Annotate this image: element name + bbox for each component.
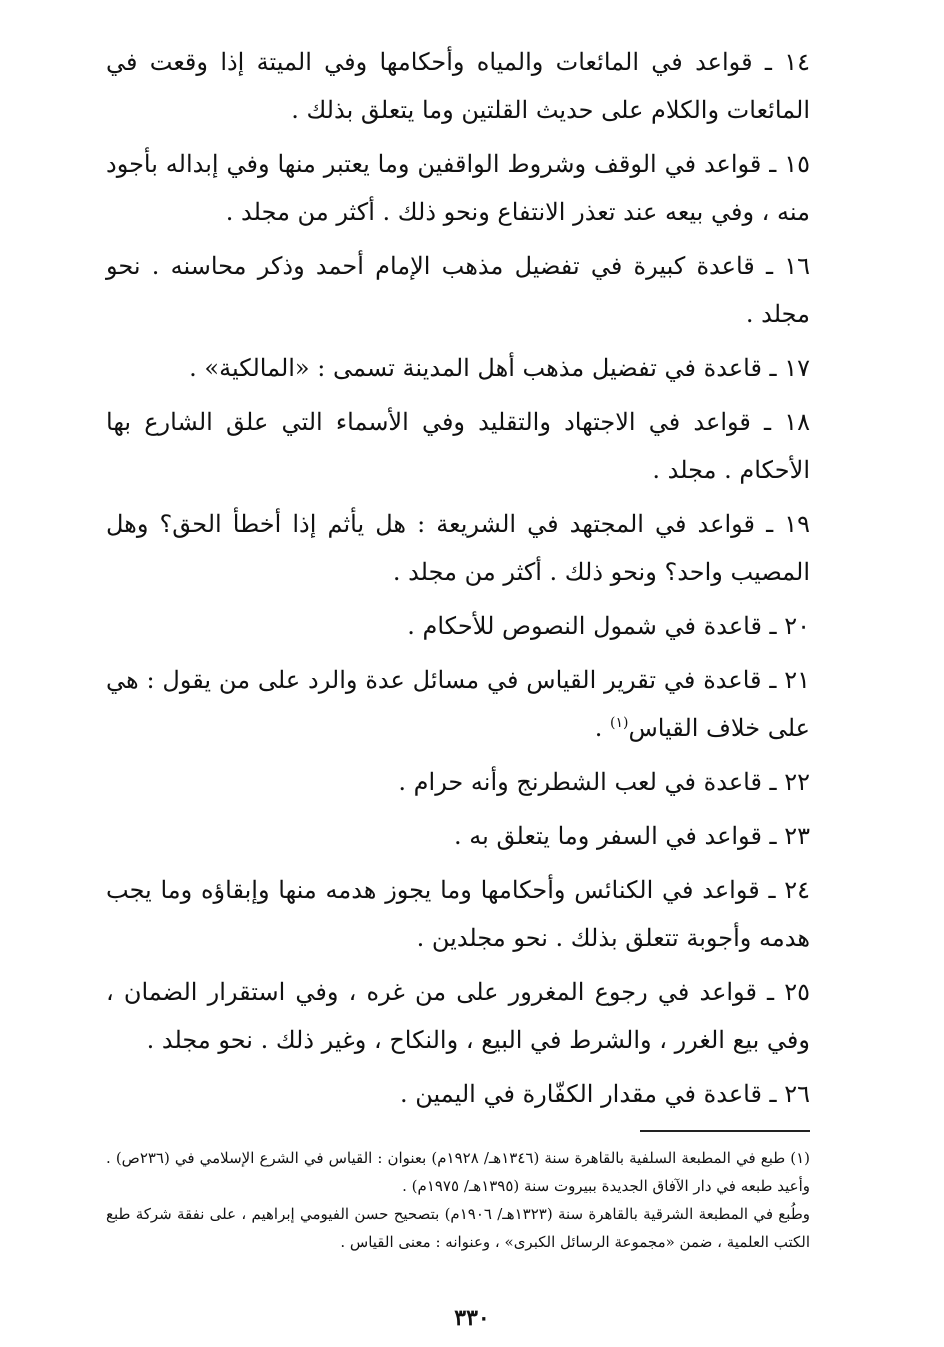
entry-text: ١٦ ـ قاعدة كبيرة في تفضيل مذهب الإمام أحمد وذكر محاسنه . نحو مجلد . (106, 252, 810, 328)
list-item-20 (106, 602, 810, 650)
list-item-14 (106, 38, 810, 134)
entry-text: ٢٠ ـ قاعدة في شمول النصوص للأحكام . (407, 612, 810, 640)
footnote-reference[interactable]: (١) (609, 715, 629, 731)
list-item-22 (106, 758, 810, 806)
list-item-18 (106, 398, 810, 494)
list-item-24 (106, 866, 810, 962)
entry-text (106, 656, 810, 752)
entry-text: ١٥ ـ قواعد في الوقف وشروط الواقفين وما يعتبر منها وفي إبداله بأجود منه ، وفي بيعه عند تعذر الانتفاع ونحو ذلك . أكثر من مجلد . (106, 150, 810, 226)
entry-21-end: . (594, 714, 610, 742)
footnotes (106, 1144, 810, 1256)
entry-21-text: ٢١ ـ قاعدة في تقرير القياس في مسائل عدة والرد على من يقول : هي على خلاف القياس (106, 666, 810, 742)
list-item-21 (106, 656, 810, 752)
list-item-26 (106, 1070, 810, 1118)
list-item-16 (106, 242, 810, 338)
list-item-25 (106, 968, 810, 1064)
page-number: ٣٣٠ (454, 1305, 490, 1331)
entry-text: ١٩ ـ قواعد في المجتهد في الشريعة : هل يأثم إذا أخطأ الحق؟ وهل المصيب واحد؟ ونحو ذلك . أكثر من مجلد . (106, 510, 810, 586)
entry-text: ١٤ ـ قواعد في المائعات والمياه وأحكامها وفي الميتة إذا وقعت في المائعات والكلام على حديث القلتين وما يتعلق بذلك . (106, 48, 810, 124)
entry-text: ١٧ ـ قاعدة في تفضيل مذهب أهل المدينة تسمى : «المالكية» . (189, 354, 810, 382)
entry-text: ٢٣ ـ قواعد في السفر وما يتعلق به . (454, 822, 810, 850)
list-item-17 (106, 344, 810, 392)
entry-text: ٢٦ ـ قاعدة في مقدار الكفّارة في اليمين . (399, 1080, 810, 1108)
list-item-15 (106, 140, 810, 236)
footnote-divider (640, 1130, 810, 1132)
entry-text: ٢٢ ـ قاعدة في لعب الشطرنج وأنه حرام . (398, 768, 810, 796)
entry-text: ٢٥ ـ قواعد في رجوع المغرور على من غره ، وفي استقرار الضمان ، وفي بيع الغرر ، والشرط في البيع ، والنكاح ، وغير ذلك . نحو مجلد . (106, 978, 810, 1054)
list-item-19 (106, 500, 810, 596)
list-item-23 (106, 812, 810, 860)
entry-text: ١٨ ـ قواعد في الاجتهاد والتقليد وفي الأسماء التي علق الشارع بها الأحكام . مجلد . (106, 408, 810, 484)
footnote-1: (١) طبع في المطبعة السلفية بالقاهرة سنة (١٣٤٦هـ/ ١٩٢٨م) بعنوان : القياس في الشرع الإسلامي في (٢٣٦ص) . وأعيد طبعه في دار الآفاق الجديدة ببيروت سنة (١٣٩٥هـ/ ١٩٧٥م) . (106, 1149, 810, 1195)
main-text (106, 38, 810, 1124)
entry-text: ٢٤ ـ قواعد في الكنائس وأحكامها وما يجوز هدمه منها وإبقاؤه وما يجب هدمه وأجوبة تتعلق بذلك . نحو مجلدين . (106, 876, 810, 952)
footnote-1-continued: وطُبع في المطبعة الشرقية بالقاهرة سنة (١٣٢٣هـ/ ١٩٠٦م) بتصحيح حسن الفيومي إبراهيم ، على نفقة شركة طبع الكتب العلمية ، ضمن «مجموعة الرسائل الكبرى» ، وعنوانه : معنى القياس . (106, 1205, 810, 1251)
